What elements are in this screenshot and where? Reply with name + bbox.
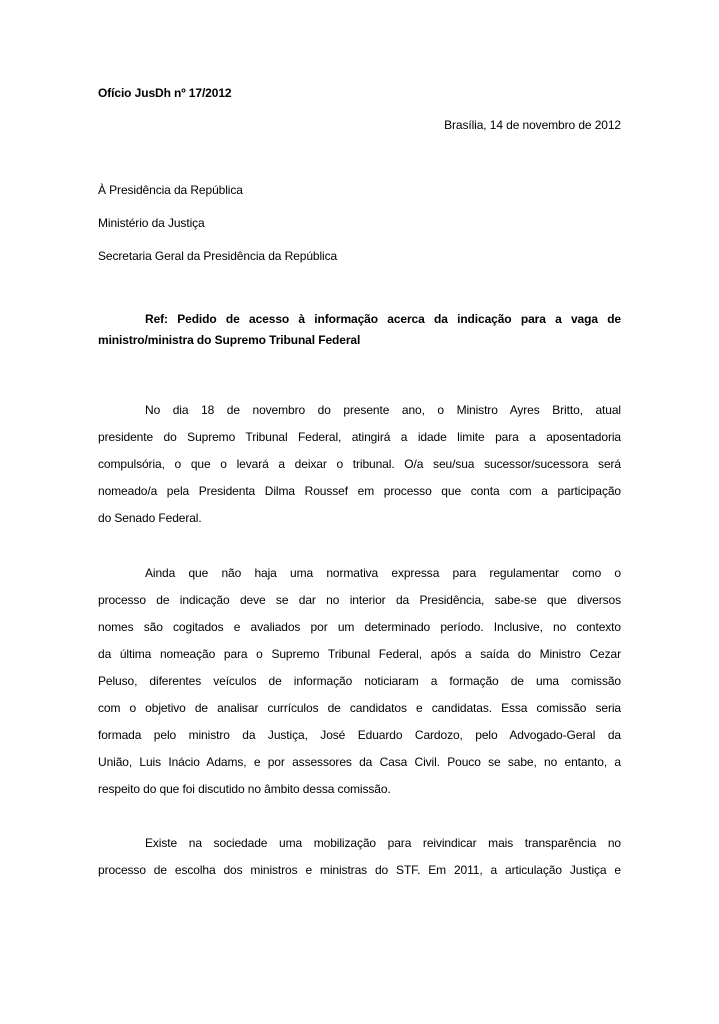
paragraph-line: Existe na sociedade uma mobilização para reivindicar mais transparência no [145,836,621,850]
addressee: À Presidência da República [98,183,243,197]
body-paragraph-1 [98,397,621,532]
paragraph-line: com o objetivo de analisar currículos de candidatos e candidatas. Essa comissão seria [98,701,621,715]
paragraph-line: da última nomeação para o Supremo Tribunal Federal, após a saída do Ministro Cezar [98,647,621,661]
paragraph-line: União, Luis Inácio Adams, e por assessores da Casa Civil. Pouco se sabe, no entanto, a [98,755,621,769]
paragraph-line: compulsória, o que o levará a deixar o tribunal. O/a seu/sua sucessor/sucessora será [98,457,621,471]
paragraph-line: formada pelo ministro da Justiça, José Eduardo Cardozo, pelo Advogado-Geral da [98,728,621,742]
body-paragraph-2 [98,560,621,803]
paragraph-line: processo de escolha dos ministros e ministras do STF. Em 2011, a articulação Justiça e [98,863,621,877]
paragraph-line: processo de indicação deve se dar no interior da Presidência, sabe-se que diversos [98,593,621,607]
reference-line: ministro/ministra do Supremo Tribunal Federal [98,333,361,347]
reference-line: Ref: Pedido de acesso à informação acerca da indicação para a vaga de [145,312,621,326]
paragraph-line: do Senado Federal. [98,511,202,525]
addressee: Ministério da Justiça [98,216,205,230]
paragraph-line: presidente do Supremo Tribunal Federal, atingirá a idade limite para a aposentadoria [98,430,621,444]
reference-subject [98,309,621,351]
paragraph-line: Peluso, diferentes veículos de informação noticiaram a formação de uma comissão [98,674,621,688]
paragraph-line: nomeado/a pela Presidenta Dilma Roussef em processo que conta com a participação [98,484,621,498]
document-number: Ofício JusDh nº 17/2012 [98,86,232,100]
paragraph-line: Ainda que não haja uma normativa expressa para regulamentar como o [145,566,621,580]
body-paragraph-3 [98,830,621,884]
addressee-list [98,177,621,276]
paragraph-line: No dia 18 de novembro do presente ano, o Ministro Ayres Britto, atual [145,403,621,417]
place-date-block [98,112,621,139]
addressee: Secretaria Geral da Presidência da República [98,249,338,263]
place-date: Brasília, 14 de novembro de 2012 [444,118,621,132]
document-header [98,80,621,107]
paragraph-line: nomes são cogitados e avaliados por um determinado período. Inclusive, no contexto [98,620,621,634]
paragraph-line: respeito do que foi discutido no âmbito dessa comissão. [98,782,391,796]
